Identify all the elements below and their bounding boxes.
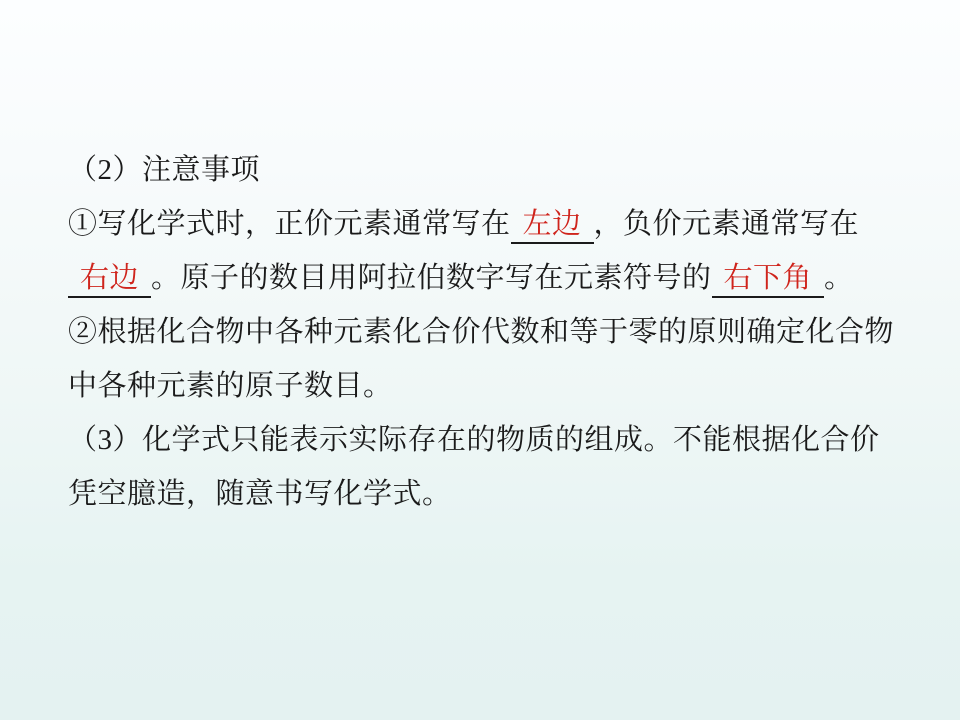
fill-in-blank-positive-position	[511, 208, 594, 244]
line-rule2-part2	[68, 359, 898, 413]
rule1-pre-text: ①写化学式时，正价元素通常写在	[68, 208, 511, 240]
fill-in-blank-subscript-position	[712, 262, 825, 298]
line-rule1-part1	[68, 197, 898, 251]
heading-text: （2）注意事项	[68, 154, 261, 186]
rule1-end-punctuation: 。	[824, 262, 854, 294]
fill-in-blank-negative-position	[68, 262, 151, 298]
blank-answer-right: 右边	[80, 262, 140, 294]
rule1-mid-text: 。原子的数目用阿拉伯数字写在元素符号的	[151, 262, 712, 294]
blank-answer-left: 左边	[522, 208, 582, 240]
line-rule1-part2	[68, 251, 898, 305]
heading-note-items	[68, 143, 898, 197]
rule2-text-part2: 中各种元素的原子数目。	[68, 370, 393, 402]
rule1-post-text: ，负价元素通常写在	[593, 208, 860, 240]
blank-answer-bottom-right: 右下角	[723, 262, 813, 294]
line-rule3-part2	[68, 467, 898, 521]
rule2-text-part1: ②根据化合物中各种元素化合价代数和等于零的原则确定化合物	[68, 316, 895, 348]
slide-text-block	[68, 143, 898, 521]
rule3-text-part1: （3）化学式只能表示实际存在的物质的组成。不能根据化合价	[68, 424, 880, 456]
rule3-text-part2: 凭空臆造，随意书写化学式。	[68, 478, 452, 510]
line-rule2-part1	[68, 305, 898, 359]
line-rule3-part1	[68, 413, 898, 467]
